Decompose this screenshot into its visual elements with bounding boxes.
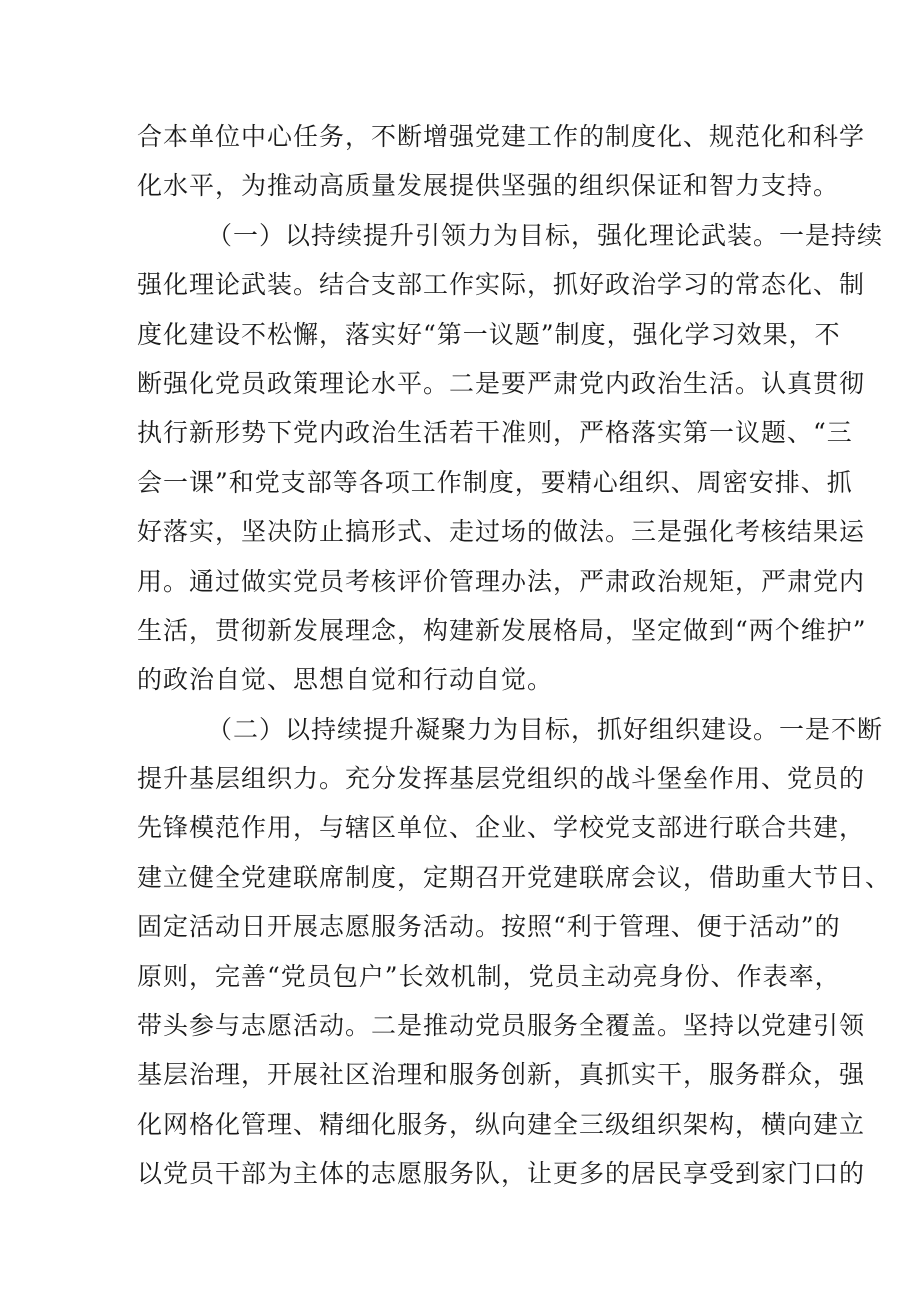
section-heading-line: （二）以持续提升凝聚力为目标，抓好组织建设。一是不断 [207,714,884,744]
text-line: 建立健全党建联席制度，定期召开党建联席会议，借助重大节日、 [137,862,892,892]
text-line: 执行新形势下党内政治生活若干准则，严格落实第一议题、“三 [137,418,853,448]
text-line: 基层治理，开展社区治理和服务创新，真抓实干，服务群众，强 [137,1060,866,1090]
text-line: 带头参与志愿活动。二是推动党员服务全覆盖。坚持以党建引领 [137,1011,866,1041]
text-line: 度化建设不松懈，落实好“第一议题”制度，强化学习效果，不 [137,319,841,349]
text-line: 生活，贯彻新发展理念，构建新发展格局，坚定做到“两个维护” [137,615,867,645]
text-line: 用。通过做实党员考核评价管理办法，严肃政治规矩，严肃党内 [137,566,866,596]
text-line: 以党员干部为主体的志愿服务队，让更多的居民享受到家门口的 [137,1159,866,1189]
text-line: 化网格化管理、精细化服务，纵向建全三级组织架构，横向建立 [137,1109,866,1139]
text-line: 合本单位中心任务，不断增强党建工作的制度化、规范化和科学 [137,122,866,151]
text-line: 先锋模范作用，与辖区单位、企业、学校党支部进行联合共建， [137,813,866,843]
text-line: 化水平，为推动高质量发展提供坚强的组织保证和智力支持。 [137,171,840,201]
text-line: 的政治自觉、思想自觉和行动自觉。 [137,665,554,695]
text-line: 好落实，坚决防止搞形式、走过场的做法。三是强化考核结果运 [137,517,866,547]
text-line: 提升基层组织力。充分发挥基层党组织的战斗堡垒作用、党员的 [137,764,866,794]
text-line: 强化理论武装。结合支部工作实际，抓好政治学习的常态化、制 [137,270,866,300]
text-line: 原则，完善“党员包户”长效机制，党员主动亮身份、作表率， [137,961,841,991]
text-line: 固定活动日开展志愿服务活动。按照“利于管理、便于活动”的 [137,912,841,942]
text-line: 会一课”和党支部等各项工作制度，要精心组织、周密安排、抓 [137,467,853,497]
body-text [137,112,892,1199]
section-heading-line: （一）以持续提升引领力为目标，强化理论武装。一是持续 [207,220,884,250]
text-line: 断强化党员政策理论水平。二是要严肃党内政治生活。认真贯彻 [137,368,866,398]
